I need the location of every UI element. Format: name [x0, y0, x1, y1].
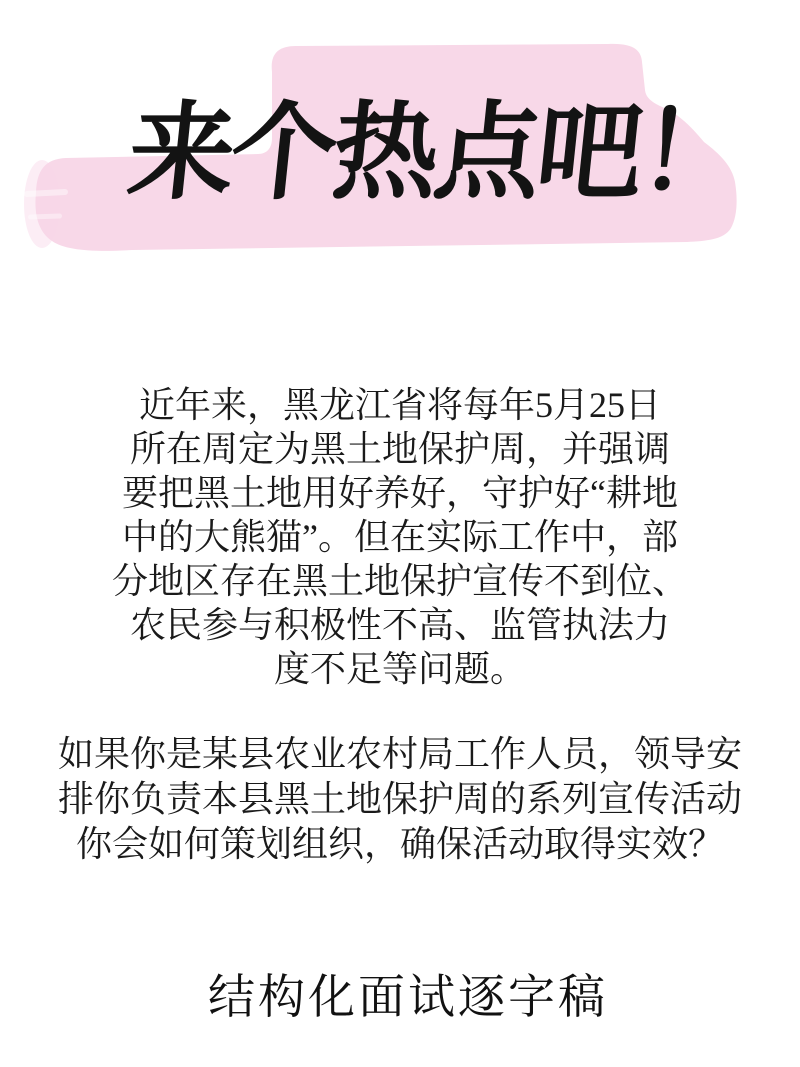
body-line: 近年来，黑龙江省将每年5月25日 — [138, 385, 661, 425]
body-line: 度不足等问题。 — [273, 649, 526, 689]
page-title: 来个热点吧！ — [122, 94, 748, 212]
body-line: 要把黑土地用好养好，守护好“耕地 — [122, 473, 678, 513]
body-line: 分地区存在黑土地保护宣传不到位、 — [111, 561, 688, 601]
body-paragraph-2 — [0, 732, 800, 867]
body-line: 所在周定为黑土地保护周，并强调 — [129, 429, 670, 469]
body-line: 中的大熊猫”。但在实际工作中，部 — [122, 517, 678, 557]
body-line: 你会如何策划组织，确保活动取得实效？ — [75, 824, 724, 864]
body-line: 排你负责本县黑土地保护周的系列宣传活动 — [57, 779, 742, 819]
body-paragraph-1 — [0, 383, 800, 691]
body-line: 农民参与积极性不高、监管执法力 — [129, 605, 670, 645]
body-line: 如果你是某县农业农村局工作人员，领导安 — [57, 734, 742, 774]
footer-caption: 结构化面试逐字稿 — [208, 970, 608, 1023]
